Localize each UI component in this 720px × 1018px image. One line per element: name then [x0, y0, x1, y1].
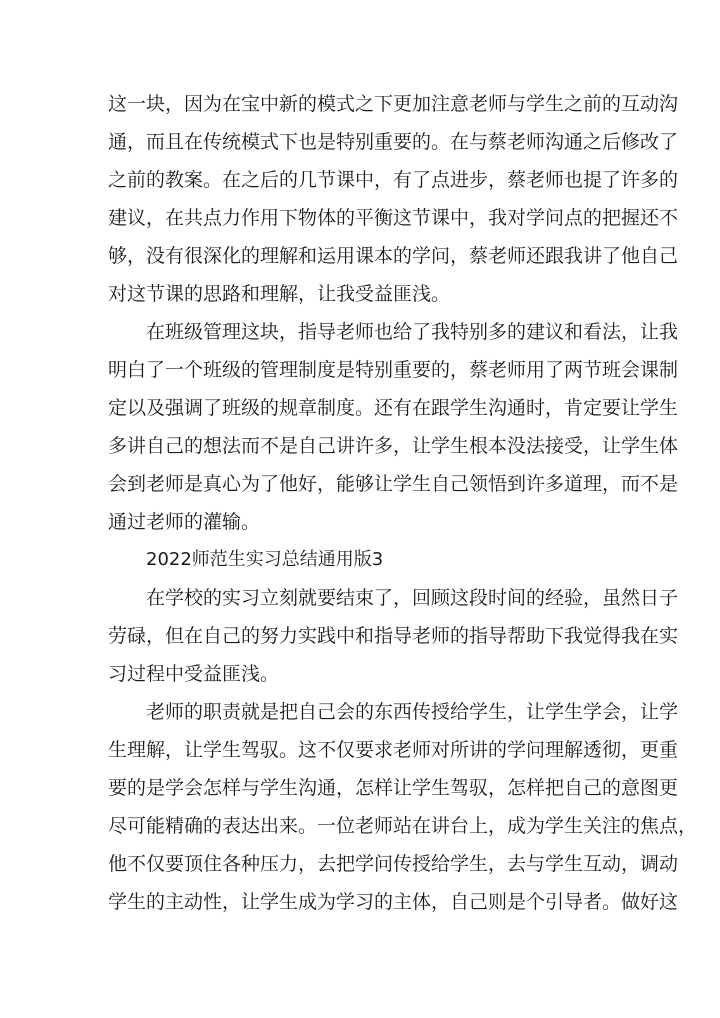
- text-line: 定以及强调了班级的规章制度。还有在跟学生沟通时，肯定要让学生: [108, 397, 679, 419]
- section-heading: 2022师范生实习总结通用版3: [146, 549, 384, 570]
- text-line: 要的是学会怎样与学生沟通，怎样让学生驾驭，怎样把自己的意图更: [108, 777, 679, 799]
- text-line: 够，没有很深化的理解和运用课本的学问，蔡老师还跟我讲了他自己: [108, 245, 679, 267]
- text-line: 在班级管理这块，指导老师也给了我特别多的建议和看法，让我: [146, 321, 679, 343]
- text-line: 生理解，让学生驾驭。这不仅要求老师对所讲的学问理解透彻，更重: [108, 739, 679, 761]
- text-line: 老师的职责就是把自己会的东西传授给学生，让学生学会，让学: [146, 701, 679, 723]
- text-line: 会到老师是真心为了他好，能够让学生自己领悟到许多道理，而不是: [108, 473, 679, 495]
- text-line: 习过程中受益匪浅。: [108, 663, 280, 685]
- text-line: 通过老师的灌输。: [108, 511, 261, 533]
- text-line: 劳碌，但在自己的努力实践中和指导老师的指导帮助下我觉得我在实: [108, 625, 679, 647]
- text-line: 他不仅要顶住各种压力，去把学问传授给学生，去与学生互动，调动: [108, 853, 679, 875]
- text-line: 尽可能精确的表达出来。一位老师站在讲台上，成为学生关注的焦点，: [108, 815, 698, 837]
- text-line: 对这节课的思路和理解，让我受益匪浅。: [108, 283, 451, 305]
- text-line: 明白了一个班级的管理制度是特别重要的，蔡老师用了两节班会课制: [108, 359, 679, 381]
- text-line: 通，而且在传统模式下也是特别重要的。在与蔡老师沟通之后修改了: [108, 131, 679, 153]
- text-line: 这一块，因为在宝中新的模式之下更加注意老师与学生之前的互动沟: [108, 93, 679, 115]
- text-line: 之前的教案。在之后的几节课中，有了点进步，蔡老师也提了许多的: [108, 169, 679, 191]
- text-line: 多讲自己的想法而不是自己讲许多，让学生根本没法接受，让学生体: [108, 435, 679, 457]
- text-line: 在学校的实习立刻就要结束了，回顾这段时间的经验，虽然日子: [146, 587, 679, 609]
- text-line: 学生的主动性，让学生成为学习的主体，自己则是个引导者。做好这: [108, 891, 679, 913]
- text-line: 建议，在共点力作用下物体的平衡这节课中，我对学问点的把握还不: [108, 207, 679, 229]
